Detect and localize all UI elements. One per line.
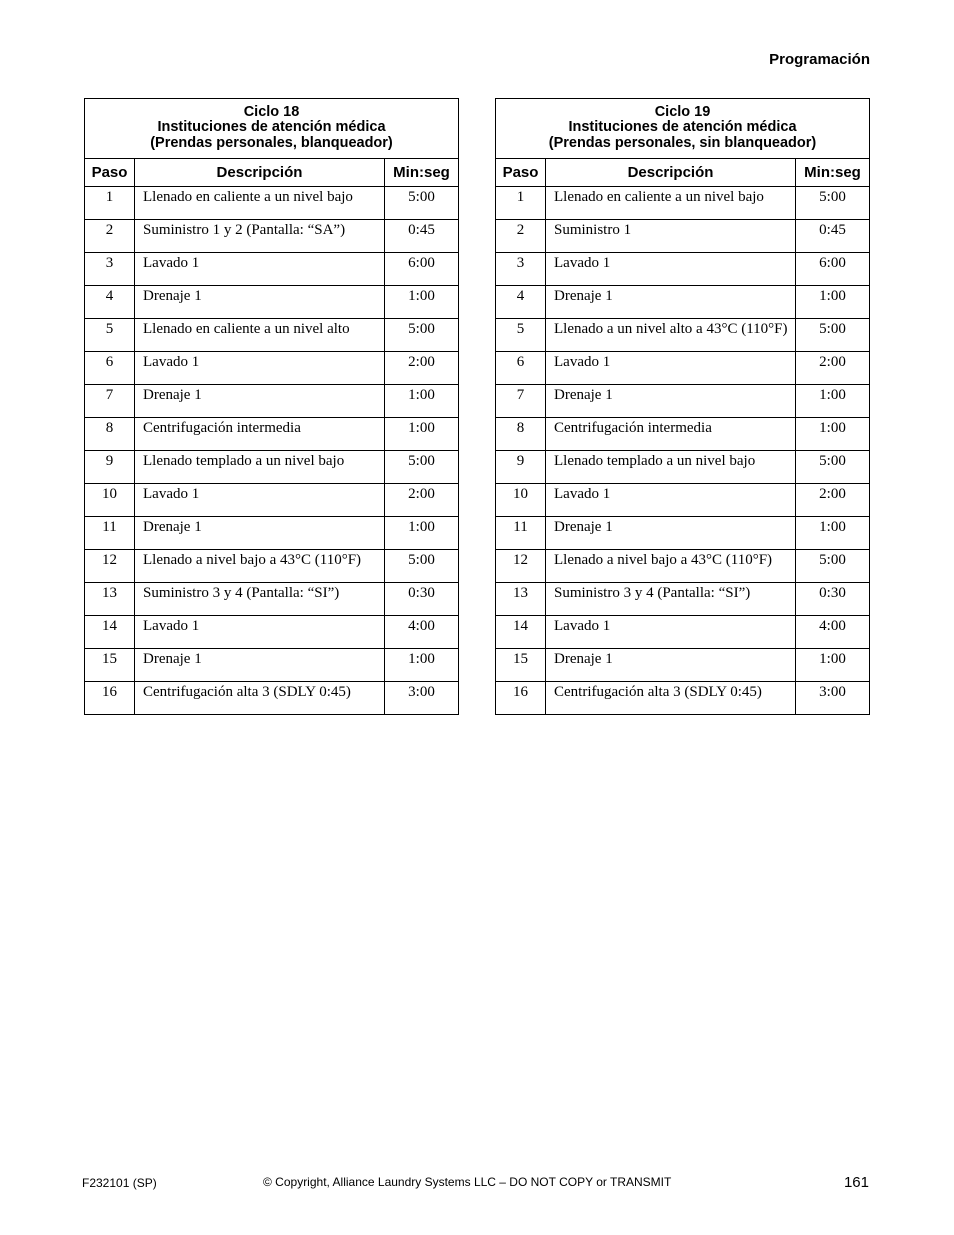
column-header-minseg: Min:seg (796, 159, 870, 187)
table-row (85, 484, 459, 517)
step-duration: 5:00 (384, 319, 458, 352)
table-row (85, 385, 459, 418)
step-description: Suministro 1 (546, 220, 796, 253)
step-description: Drenaje 1 (546, 286, 796, 319)
table-row (85, 418, 459, 451)
table-title-line: Instituciones de atención médica (568, 119, 797, 136)
step-description: Lavado 1 (135, 253, 385, 286)
step-duration: 2:00 (384, 352, 458, 385)
step-description: Llenado en caliente a un nivel bajo (546, 187, 796, 220)
section-header: Programación (769, 51, 870, 68)
step-description: Drenaje 1 (135, 517, 385, 550)
step-number: 11 (496, 517, 546, 550)
step-duration: 3:00 (384, 682, 458, 715)
step-description: Lavado 1 (135, 616, 385, 649)
table-row (85, 286, 459, 319)
table-row (85, 319, 459, 352)
step-number: 5 (496, 319, 546, 352)
table-row (85, 352, 459, 385)
step-duration: 6:00 (384, 253, 458, 286)
column-header-minseg: Min:seg (384, 159, 458, 187)
step-number: 12 (85, 550, 135, 583)
table-row (85, 187, 459, 220)
step-number: 7 (496, 385, 546, 418)
step-duration: 6:00 (796, 253, 870, 286)
step-number: 1 (496, 187, 546, 220)
table-row (85, 220, 459, 253)
step-description: Llenado a nivel bajo a 43°C (110°F) (546, 550, 796, 583)
step-description: Drenaje 1 (546, 385, 796, 418)
step-description: Drenaje 1 (546, 517, 796, 550)
table-title (85, 99, 459, 159)
step-duration: 0:30 (796, 583, 870, 616)
step-duration: 5:00 (384, 187, 458, 220)
step-number: 8 (85, 418, 135, 451)
step-duration: 1:00 (796, 517, 870, 550)
step-description: Drenaje 1 (135, 649, 385, 682)
step-number: 16 (496, 682, 546, 715)
table-title (496, 99, 870, 159)
step-duration: 4:00 (796, 616, 870, 649)
step-description: Drenaje 1 (546, 649, 796, 682)
step-number: 13 (496, 583, 546, 616)
step-description: Llenado en caliente a un nivel bajo (135, 187, 385, 220)
step-duration: 5:00 (384, 550, 458, 583)
table-title-line: Ciclo 19 (654, 103, 711, 120)
step-number: 3 (85, 253, 135, 286)
step-description: Drenaje 1 (135, 385, 385, 418)
step-number: 15 (85, 649, 135, 682)
step-description: Centrifugación alta 3 (SDLY 0:45) (135, 682, 385, 715)
column-header-descripcion: Descripción (546, 159, 796, 187)
step-number: 14 (85, 616, 135, 649)
step-number: 9 (85, 451, 135, 484)
cycle-18-table (84, 98, 459, 715)
table-row (496, 484, 870, 517)
step-number: 3 (496, 253, 546, 286)
step-duration: 4:00 (384, 616, 458, 649)
table-row (496, 550, 870, 583)
step-duration: 1:00 (796, 286, 870, 319)
table-row (85, 616, 459, 649)
step-number: 4 (496, 286, 546, 319)
step-duration: 5:00 (384, 451, 458, 484)
step-description: Centrifugación alta 3 (SDLY 0:45) (546, 682, 796, 715)
column-header-paso: Paso (496, 159, 546, 187)
table-row (496, 682, 870, 715)
copyright-notice: © Copyright, Alliance Laundry Systems LLC – DO NOT COPY or TRANSMIT (263, 1175, 672, 1189)
step-description: Llenado en caliente a un nivel alto (135, 319, 385, 352)
step-number: 7 (85, 385, 135, 418)
step-duration: 1:00 (796, 418, 870, 451)
step-number: 2 (496, 220, 546, 253)
table-row (496, 187, 870, 220)
column-header-paso: Paso (85, 159, 135, 187)
step-number: 14 (496, 616, 546, 649)
step-duration: 1:00 (384, 418, 458, 451)
step-number: 8 (496, 418, 546, 451)
cycle-19-table (495, 98, 870, 715)
step-number: 10 (85, 484, 135, 517)
table-row (496, 418, 870, 451)
step-number: 11 (85, 517, 135, 550)
step-description: Lavado 1 (546, 352, 796, 385)
step-number: 12 (496, 550, 546, 583)
step-duration: 1:00 (384, 286, 458, 319)
step-duration: 0:45 (796, 220, 870, 253)
step-description: Llenado templado a un nivel bajo (135, 451, 385, 484)
step-duration: 2:00 (796, 484, 870, 517)
step-number: 13 (85, 583, 135, 616)
step-number: 9 (496, 451, 546, 484)
step-description: Drenaje 1 (135, 286, 385, 319)
table-row (496, 253, 870, 286)
step-description: Lavado 1 (546, 616, 796, 649)
table-title-line: (Prendas personales, sin blanqueador) (548, 134, 817, 151)
step-description: Lavado 1 (546, 253, 796, 286)
step-description: Llenado a nivel bajo a 43°C (110°F) (135, 550, 385, 583)
table-row (496, 649, 870, 682)
step-number: 6 (496, 352, 546, 385)
step-duration: 5:00 (796, 187, 870, 220)
step-duration: 1:00 (796, 385, 870, 418)
table-row (85, 517, 459, 550)
table-row (85, 649, 459, 682)
table-row (496, 352, 870, 385)
table-row (496, 319, 870, 352)
step-number: 1 (85, 187, 135, 220)
step-duration: 2:00 (384, 484, 458, 517)
step-number: 10 (496, 484, 546, 517)
table-row (496, 220, 870, 253)
document-id: F232101 (SP) (82, 1176, 157, 1190)
table-row (496, 286, 870, 319)
step-duration: 1:00 (796, 649, 870, 682)
step-duration: 5:00 (796, 550, 870, 583)
table-row (85, 550, 459, 583)
column-header-descripcion: Descripción (135, 159, 385, 187)
step-description: Lavado 1 (135, 484, 385, 517)
table-row (496, 451, 870, 484)
step-duration: 0:30 (384, 583, 458, 616)
table-row (85, 682, 459, 715)
step-description: Llenado templado a un nivel bajo (546, 451, 796, 484)
step-number: 16 (85, 682, 135, 715)
table-row (496, 385, 870, 418)
step-description: Centrifugación intermedia (546, 418, 796, 451)
table-row (85, 583, 459, 616)
step-number: 4 (85, 286, 135, 319)
table-row (496, 583, 870, 616)
step-duration: 2:00 (796, 352, 870, 385)
table-row (496, 517, 870, 550)
step-duration: 5:00 (796, 451, 870, 484)
step-duration: 1:00 (384, 385, 458, 418)
table-title-line: Ciclo 18 (243, 103, 300, 120)
table-row (85, 253, 459, 286)
step-number: 2 (85, 220, 135, 253)
table-title-line: (Prendas personales, blanqueador) (150, 134, 393, 151)
step-description: Suministro 3 y 4 (Pantalla: “SI”) (546, 583, 796, 616)
step-description: Centrifugación intermedia (135, 418, 385, 451)
step-number: 5 (85, 319, 135, 352)
step-duration: 1:00 (384, 517, 458, 550)
step-number: 15 (496, 649, 546, 682)
step-description: Lavado 1 (546, 484, 796, 517)
step-duration: 0:45 (384, 220, 458, 253)
step-duration: 3:00 (796, 682, 870, 715)
page-number: 161 (843, 1174, 869, 1191)
step-description: Suministro 3 y 4 (Pantalla: “SI”) (135, 583, 385, 616)
table-title-line: Instituciones de atención médica (157, 119, 386, 136)
step-duration: 5:00 (796, 319, 870, 352)
step-description: Suministro 1 y 2 (Pantalla: “SA”) (135, 220, 385, 253)
table-row (496, 616, 870, 649)
step-description: Lavado 1 (135, 352, 385, 385)
step-duration: 1:00 (384, 649, 458, 682)
step-description: Llenado a un nivel alto a 43°C (110°F) (546, 319, 796, 352)
table-row (85, 451, 459, 484)
step-number: 6 (85, 352, 135, 385)
